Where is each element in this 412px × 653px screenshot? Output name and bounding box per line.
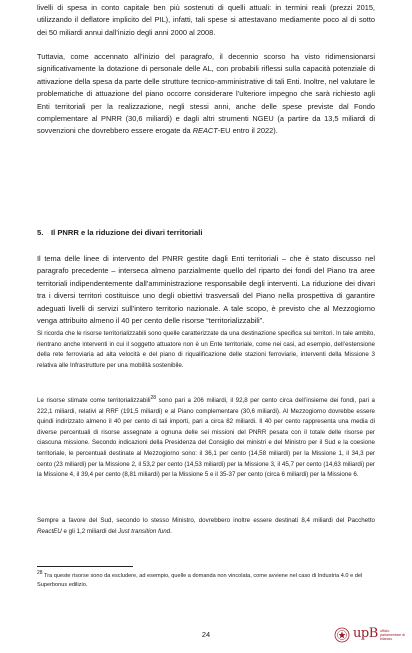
paragraph-text: e gli 1,2 miliardi del (61, 527, 119, 535)
logo-wordmark: upB (353, 626, 378, 641)
paragraph-text: Tuttavia, come accennato all’inizio del paragrafo, il decennio scorso ha visto ridimensionarsi significativamente la dotazione di personale delle AL, con probabili riflessi sulla capacità potenziale di attivazione della spesa da parte delle strutture tecnico-amministrative di tali Enti. Inoltre, nel valutare le problematiche di attuazione del piano occorre considerare l’ulteriore impegno che sarà richiesto agli Enti territoriali per la realizzazione, negli stessi anni, anche delle spese previste dal Fondo complementare al PNRR (30,6 miliardi) e dagli altri strumenti NGEU (a partire da 13,5 miliardi di sovvenzioni che dovrebbero essere erogate da (37, 52, 375, 136)
paragraph-text: livelli di spesa in conto capitale ben più sostenuti di quelli attuali: in termini reali (prezzi 2015, utilizzando il deflatore implicito del PIL), infatti, tali spese si attestavano mediamente poco al di sotto dei 50 miliardi annui dall’inizio degli anni 2000 al 2008. (37, 3, 375, 37)
paragraph-text: Il tema delle linee di intervento del PNRR gestite dagli Enti territoriali – che è stato discusso nel paragrafo precedente – interseca almeno parzialmente quello del riparto dei fondi del Piano tra aree territoriali indipendentemente dall’amministrazione responsabile degli interventi. La riduzione dei divari tra i diversi territori costituisce uno degli obiettivi trasversali del Piano nella prospettiva di garantire adeguati livelli di servizi sull’intero territorio nazionale. A tale scopo, è previsto che al Mezzogiorno venga attribuito almeno il 40 per cento delle risorse “territorializzabili”. (37, 254, 375, 326)
section-title: Il PNRR e la riduzione dei divari territoriali (51, 228, 203, 237)
footnote-reference[interactable]: 28 (150, 394, 157, 401)
paragraph-text: -EU entro il 2022). (217, 126, 278, 136)
footnote-divider (37, 566, 133, 567)
paragraph-text: sono pari a 206 miliardi, il 92,8 per cento circa dell’insieme dei fondi, pari a 222,1 miliardi, relativi al RRF (191,5 miliardi) e al Piano complementare (30,6 miliardi). Al Mezzogiorno dovrebbe essere quindi indirizzato almeno il 40 per cento di tali importi, pari a circa 82 miliardi. Il 40 per cento rappresenta una media di diverse percentuali di risorse assegnate a ognuna delle sei missioni del PNRR pesata con il totale delle risorse per ciascuna missione. Secondo indicazioni della Presidenza del Consiglio dei ministri e del Ministro per il Sud e la coesione territoriale, le percentuali destinate al Mezzogiorno sono: il 36,1 per cento (14,58 miliardi) per la Missione 1, il 34,3 per cento (23 miliardi) per la Missione 2, il 53,2 per cento (14,53 miliardi) per la Missione 3, il 45,7 per cento (14,63 miliardi) per la Missione 4, il 39,4 per cento (8,81 miliardi) per la Missione 5 e il 35-37 per cento (circa 6 miliardi) per la Missione 6. (37, 397, 375, 479)
section-number: 5. (37, 228, 44, 237)
paragraph-text: . (170, 527, 172, 535)
paragraph-text: Si ricorda che le risorse territorializzabili sono quelle caratterizzate da una destinazione specifica sui territori. In tale ambito, rientrano anche interventi in cui il soggetto attuatore non è un Ente territoriale, come nei casi, ad esempio, dell’estensione della rete ferroviaria ad alta velocità e del piano di riqualificazione delle stazioni ferroviarie, interventi della Missione 3 relativa alle Infrastrutture per una mobilità sostenibile. (37, 330, 375, 369)
paragraph-staffing (37, 51, 375, 138)
paragraph-text: Sempre a favore del Sud, secondo lo stesso Ministro, dovrebbero inoltre essere destinati 8,4 miliardi del Pacchetto (37, 517, 375, 524)
paragraph-capital-spending (37, 2, 375, 39)
italic-reacteu: ReactEU (37, 527, 62, 535)
logo-caption: ufficio parlamentare di bilancio (380, 629, 405, 642)
upb-logo (334, 625, 406, 647)
italic-react: REACT (192, 126, 218, 136)
paragraph-south (37, 516, 375, 537)
paragraph-text: Le risorse stimate come territorializzabili (37, 397, 151, 404)
footnote-text: Tra queste risorse sono da escludere, ad esempio, quelle a domanda non vincolata, come avviene nel caso di Industria 4.0 e del Superbonus edilizio. (37, 573, 363, 588)
paragraph-estimates (37, 396, 375, 481)
page-number: 24 (201, 630, 211, 639)
footnote (37, 572, 375, 589)
section-heading (37, 228, 203, 237)
seal-icon (334, 627, 350, 643)
footnote-marker: 28 (37, 570, 43, 577)
paragraph-territorial-gaps (37, 253, 375, 327)
paragraph-territorializable (37, 329, 375, 371)
italic-just-transition: Just transition fund (118, 527, 171, 535)
